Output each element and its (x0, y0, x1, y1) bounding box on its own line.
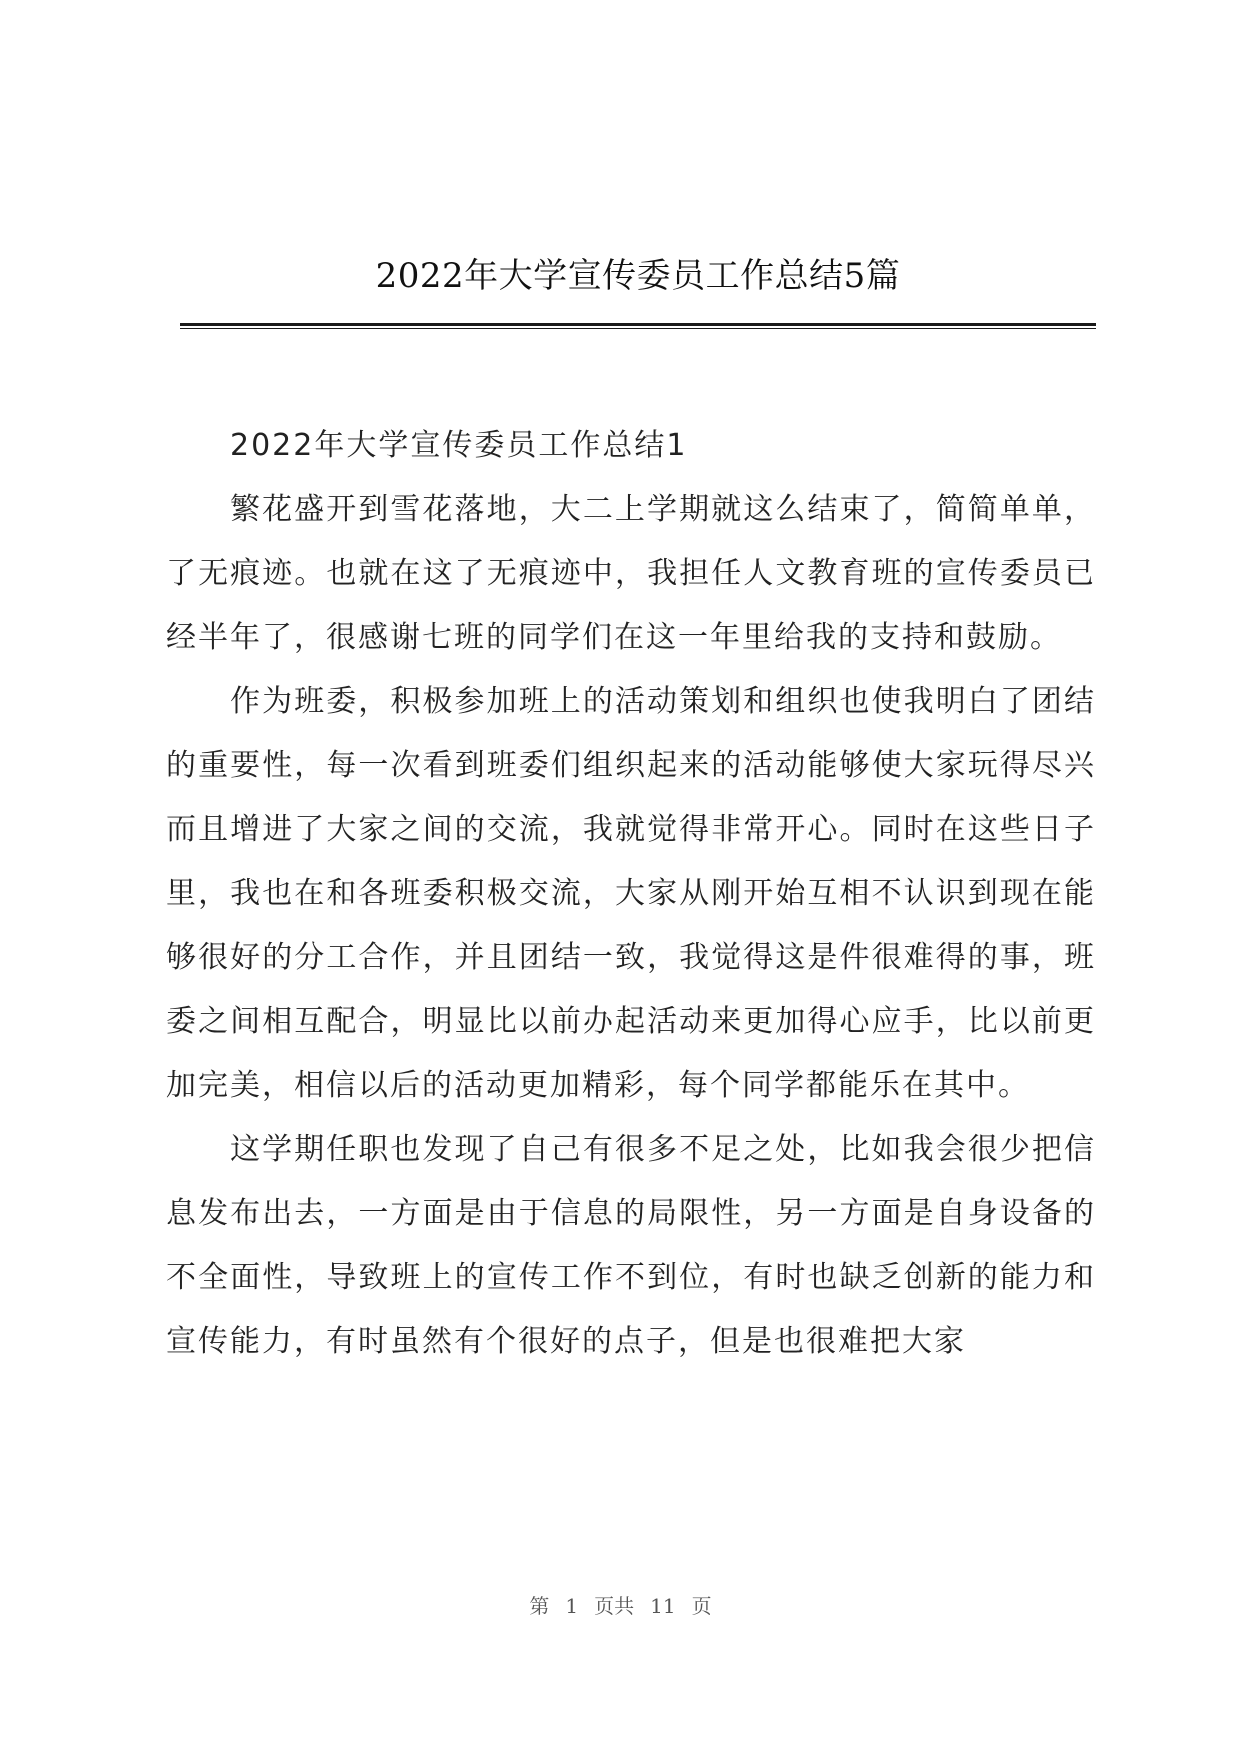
section-heading: 2022年大学宣传委员工作总结1 (230, 428, 688, 463)
footer-total-pages: 11 (650, 1594, 676, 1618)
footer-mid: 页共 (594, 1594, 635, 1618)
title-divider (180, 323, 1096, 329)
footer-prefix: 第 (529, 1594, 550, 1618)
footer-suffix: 页 (691, 1594, 712, 1618)
document-body (166, 414, 1096, 1374)
footer-page-number: 1 (565, 1594, 579, 1618)
page-footer (0, 1590, 1241, 1619)
paragraph-1: 繁花盛开到雪花落地，大二上学期就这么结束了，简简单单，了无痕迹。也就在这了无痕迹中，我担任人文教育班的宣传委员已经半年了，很感谢七班的同学们在这一年里给我的支持和鼓励。 (166, 492, 1096, 655)
document-title: 2022年大学宣传委员工作总结5篇 (375, 256, 901, 296)
paragraph-2: 作为班委，积极参加班上的活动策划和组织也使我明白了团结的重要性，每一次看到班委们组织起来的活动能够使大家玩得尽兴而且增进了大家之间的交流，我就觉得非常开心。同时在这些日子里，我也在和各班委积极交流，大家从刚开始互相不认识到现在能够很好的分工合作，并且团结一致，我觉得这是件很难得的事，班委之间相互配合，明显比以前办起活动来更加得心应手，比以前更加完美，相信以后的活动更加精彩，每个同学都能乐在其中。 (166, 684, 1096, 1103)
paragraph-3: 这学期任职也发现了自己有很多不足之处，比如我会很少把信息发布出去，一方面是由于信息的局限性，另一方面是自身设备的不全面性，导致班上的宣传工作不到位，有时也缺乏创新的能力和宣传能力，有时虽然有个很好的点子，但是也很难把大家 (166, 1132, 1096, 1359)
